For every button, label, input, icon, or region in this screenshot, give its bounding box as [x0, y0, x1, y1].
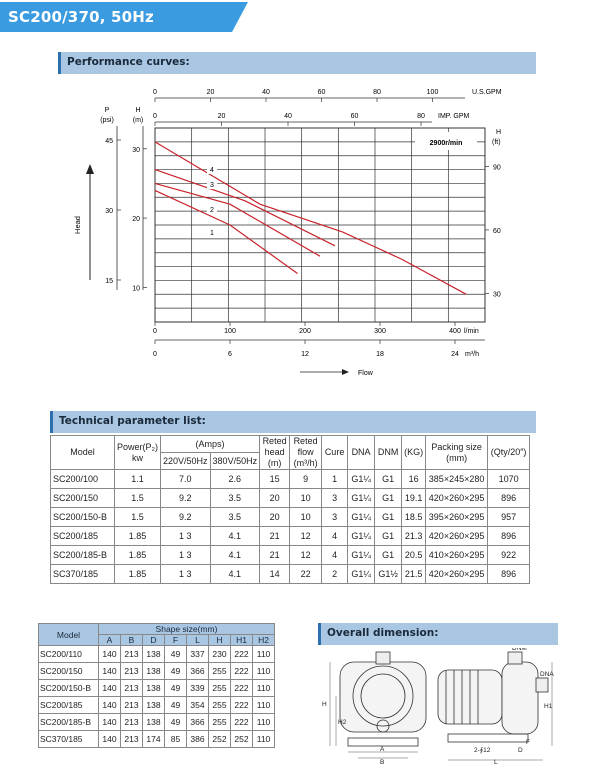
shape-table-cell: SC200/185-B: [39, 714, 99, 731]
lmin-tick-label: 300: [374, 328, 386, 335]
side-view: [438, 652, 548, 742]
shape-table-cell: 255: [209, 714, 231, 731]
p-tick-label: 45: [105, 138, 113, 145]
curve-label: 4: [210, 167, 214, 174]
page-title: SC200/370, 50Hz: [8, 8, 154, 26]
tech-table-cell: G1¼: [348, 508, 375, 527]
shape-table-cell: 110: [253, 680, 275, 697]
shape-table-cell: 140: [99, 663, 121, 680]
shape-col-f: F: [165, 635, 187, 646]
tech-table-row: [51, 546, 530, 565]
tech-table-cell: 12: [290, 546, 322, 565]
pump-curve-4: [155, 142, 466, 294]
shape-table-cell: 366: [187, 714, 209, 731]
lmin-unit: l/min: [464, 328, 479, 335]
dim-label-h2: H2: [338, 719, 347, 726]
shape-table-row: [39, 697, 275, 714]
curve-label: 2: [210, 207, 214, 214]
dim-label-d: D: [518, 747, 523, 754]
tech-table-cell: 896: [488, 527, 530, 546]
shape-table-cell: 85: [165, 731, 187, 748]
h-axis-unit: (m): [132, 117, 144, 124]
head-label: Head: [73, 216, 82, 234]
technical-parameter-table: [50, 435, 530, 584]
shape-col-b: B: [121, 635, 143, 646]
col-amps-220: 220V/50Hz: [161, 453, 211, 470]
ft-tick-label: 60: [493, 227, 501, 235]
dim-label-a: A: [380, 746, 385, 753]
tech-table-cell: 1: [322, 470, 348, 489]
tech-table-cell: 896: [488, 565, 530, 584]
flow-label: Flow: [358, 370, 373, 377]
tech-table-cell: 7.0: [161, 470, 211, 489]
shape-col-h: H: [209, 635, 231, 646]
impgpm-unit: IMP. GPM: [438, 113, 470, 120]
shape-table-cell: 366: [187, 663, 209, 680]
tech-table-row: [51, 565, 530, 584]
tech-table-cell: 1.5: [115, 508, 161, 527]
shape-table-cell: 222: [231, 680, 253, 697]
shape-table-cell: 213: [121, 731, 143, 748]
dim-label-h: H: [322, 701, 327, 708]
shape-table-cell: 337: [187, 646, 209, 663]
pump-curve-2: [155, 183, 320, 256]
usgpm-tick-label: 100: [426, 89, 439, 96]
shape-table-cell: 174: [143, 731, 165, 748]
shape-table-cell: 49: [165, 697, 187, 714]
shape-table-row: [39, 663, 275, 680]
tech-table-cell: SC200/100: [51, 470, 115, 489]
h-axis-label: H: [135, 107, 141, 114]
tech-table-cell: SC200/150-B: [51, 508, 115, 527]
tech-table-cell: 1 3: [161, 527, 211, 546]
speed-label: 2900r/min: [429, 140, 463, 147]
dim-label-f: F: [526, 739, 530, 746]
shape-table-cell: 110: [253, 646, 275, 663]
tech-table-row: [51, 508, 530, 527]
shape-table-cell: 49: [165, 714, 187, 731]
shape-col-l: L: [187, 635, 209, 646]
impgpm-tick-label: 20: [217, 113, 226, 120]
p-tick-label: 30: [105, 208, 113, 215]
lmin-tick-label: 200: [299, 328, 311, 335]
shape-table-row: [39, 680, 275, 697]
title-banner: [0, 2, 248, 32]
shape-table-cell: SC200/185: [39, 697, 99, 714]
m3h-tick-label: 0: [153, 351, 157, 358]
tech-table-cell: 21.5: [402, 565, 426, 584]
shape-table-cell: 386: [187, 731, 209, 748]
shape-table-cell: 222: [231, 697, 253, 714]
tech-table-cell: G1: [375, 470, 402, 489]
usgpm-tick-label: 20: [206, 89, 215, 96]
shape-table-row: [39, 714, 275, 731]
tech-table-cell: 1 3: [161, 565, 211, 584]
shape-table-cell: 230: [209, 646, 231, 663]
shape-table-cell: 138: [143, 680, 165, 697]
col-cure: Cure: [322, 436, 348, 470]
p-axis-label: P: [104, 107, 110, 114]
shape-table-cell: 110: [253, 714, 275, 731]
usgpm-unit: U.S.GPM: [472, 89, 502, 96]
tech-table-cell: G1: [375, 508, 402, 527]
technical-section-header: [50, 411, 536, 433]
tech-table-cell: 21: [260, 527, 290, 546]
tech-table-cell: 1.1: [115, 470, 161, 489]
dimension-drawing: [318, 648, 558, 764]
tech-table-cell: 957: [488, 508, 530, 527]
tech-table-cell: 9.2: [161, 508, 211, 527]
shape-table-cell: 255: [209, 663, 231, 680]
tech-table-cell: 4.1: [210, 565, 260, 584]
tech-table-cell: 3: [322, 489, 348, 508]
dim-label-b: B: [380, 759, 385, 764]
shape-col-a: A: [99, 635, 121, 646]
shape-table-cell: 213: [121, 680, 143, 697]
ft-tick-label: 90: [493, 164, 501, 172]
tech-table-cell: G1¼: [348, 546, 375, 565]
tech-table-cell: 20: [260, 489, 290, 508]
tech-table-cell: 9: [290, 470, 322, 489]
tech-table-cell: 10: [290, 489, 322, 508]
col-dna: DNA: [348, 436, 375, 470]
shape-table-cell: 110: [253, 731, 275, 748]
shape-table-cell: 138: [143, 663, 165, 680]
shape-table-cell: SC200/150-B: [39, 680, 99, 697]
shape-table-cell: 354: [187, 697, 209, 714]
shape-col-h2: H2: [253, 635, 275, 646]
shape-table-cell: 138: [143, 697, 165, 714]
overall-section-header: [318, 623, 558, 645]
overall-section-title: Overall dimension:: [327, 627, 439, 639]
shape-table-cell: 110: [253, 697, 275, 714]
tech-table-cell: 3: [322, 508, 348, 527]
shape-table-cell: SC200/150: [39, 663, 99, 680]
shape-table-cell: 49: [165, 646, 187, 663]
tech-table-cell: 1 3: [161, 546, 211, 565]
tech-table-cell: G1: [375, 489, 402, 508]
impgpm-tick-label: 40: [284, 113, 292, 120]
tech-table-cell: 4: [322, 546, 348, 565]
tech-table-cell: 16: [402, 470, 426, 489]
shape-size-table: [38, 623, 275, 748]
col-model: Model: [51, 436, 115, 470]
m3h-unit: m³/h: [465, 351, 479, 358]
tech-table-cell: 896: [488, 489, 530, 508]
tech-table-cell: 1.85: [115, 527, 161, 546]
right-axis-label: H: [496, 129, 502, 136]
shape-table-cell: 49: [165, 680, 187, 697]
tech-table-cell: 19.1: [402, 489, 426, 508]
tech-table-cell: 4.1: [210, 546, 260, 565]
tech-table-cell: 1.85: [115, 565, 161, 584]
tech-table-cell: 20: [260, 508, 290, 527]
tech-table-cell: 14: [260, 565, 290, 584]
tech-table-row: [51, 470, 530, 489]
tech-table-cell: 10: [290, 508, 322, 527]
tech-table-cell: 18.5: [402, 508, 426, 527]
m3h-tick-label: 6: [228, 351, 232, 358]
p-axis-unit: (psi): [100, 117, 114, 124]
tech-table-cell: 3.5: [210, 489, 260, 508]
usgpm-tick-label: 60: [317, 89, 326, 96]
tech-table-cell: 1.85: [115, 546, 161, 565]
tech-table-cell: 385×245×280: [426, 470, 488, 489]
performance-chart: [60, 80, 560, 400]
h-tick-label: 30: [132, 146, 140, 154]
tech-table-cell: G1¼: [348, 527, 375, 546]
shape-table-cell: 339: [187, 680, 209, 697]
tech-table-cell: SC200/150: [51, 489, 115, 508]
shape-table-cell: 140: [99, 680, 121, 697]
p-tick-label: 15: [105, 278, 113, 285]
shape-table-cell: 222: [231, 646, 253, 663]
performance-section-header: [58, 52, 536, 74]
dim-label-dnm: DNM: [512, 648, 527, 652]
shape-table-row: [39, 731, 275, 748]
dim-label-l: L: [494, 759, 498, 764]
dim-label-dna: DNA: [540, 671, 554, 678]
shape-table-cell: 140: [99, 697, 121, 714]
tech-table-cell: 420×260×295: [426, 527, 488, 546]
shape-table-cell: 213: [121, 697, 143, 714]
tech-table-cell: 1.5: [115, 489, 161, 508]
col-amps: (Amps): [161, 436, 260, 453]
shape-table-cell: 255: [209, 697, 231, 714]
col-power: Power(P₂) kw: [115, 436, 161, 470]
tech-table-cell: 15: [260, 470, 290, 489]
col-dnm: DNM: [375, 436, 402, 470]
shape-table-cell: 49: [165, 663, 187, 680]
m3h-tick-label: 12: [301, 351, 309, 358]
shape-table-cell: 138: [143, 646, 165, 663]
shape-col-d: D: [143, 635, 165, 646]
m3h-tick-label: 24: [451, 351, 459, 358]
impgpm-tick-label: 0: [153, 113, 157, 120]
tech-table-cell: 22: [290, 565, 322, 584]
shape-table-cell: 140: [99, 731, 121, 748]
shape-table-cell: 213: [121, 646, 143, 663]
shape-table-cell: 255: [209, 680, 231, 697]
shape-table-cell: 140: [99, 646, 121, 663]
tech-table-cell: SC200/185-B: [51, 546, 115, 565]
tech-table-cell: 12: [290, 527, 322, 546]
head-arrow-head: [86, 164, 94, 174]
shape-table-cell: 252: [209, 731, 231, 748]
usgpm-tick-label: 0: [153, 89, 157, 96]
col-packing: Packing size (mm): [426, 436, 488, 470]
h-tick-label: 10: [132, 285, 140, 293]
shape-table-cell: 222: [231, 663, 253, 680]
lmin-tick-label: 100: [224, 328, 236, 335]
tech-table-cell: 395×260×295: [426, 508, 488, 527]
m3h-tick-label: 18: [376, 351, 384, 358]
shape-table-cell: 213: [121, 663, 143, 680]
tech-table-cell: 21.3: [402, 527, 426, 546]
tech-table-cell: 420×260×295: [426, 565, 488, 584]
shape-table-cell: SC370/185: [39, 731, 99, 748]
ft-tick-label: 30: [493, 291, 501, 299]
tech-table-cell: 20.5: [402, 546, 426, 565]
tech-table-cell: G1¼: [348, 470, 375, 489]
col-kg: (KG): [402, 436, 426, 470]
tech-table-cell: G1: [375, 527, 402, 546]
tech-table-cell: 21: [260, 546, 290, 565]
tech-table-cell: 922: [488, 546, 530, 565]
performance-section-title: Performance curves:: [67, 56, 190, 68]
tech-table-cell: G1½: [375, 565, 402, 584]
impgpm-tick-label: 80: [417, 113, 425, 120]
impgpm-tick-label: 60: [350, 113, 359, 120]
tech-table-cell: SC370/185: [51, 565, 115, 584]
performance-chart-svg: [60, 80, 560, 400]
flow-arrow-head: [342, 369, 349, 375]
col-flow: Reted flow (m³/h): [290, 436, 322, 470]
shape-table-cell: 140: [99, 714, 121, 731]
col-head: Reted head (m): [260, 436, 290, 470]
pump-curve-3: [155, 170, 335, 246]
curve-label: 1: [210, 230, 214, 237]
tech-table-cell: 4.1: [210, 527, 260, 546]
technical-section-title: Technical parameter list:: [59, 415, 206, 427]
dim-label-holes: 2-∮12: [474, 747, 491, 754]
col-amps-380: 380V/50Hz: [210, 453, 260, 470]
shape-table-cell: 138: [143, 714, 165, 731]
front-view: [340, 652, 426, 746]
col-qty: (Qty/20″): [488, 436, 530, 470]
shape-table-cell: SC200/110: [39, 646, 99, 663]
tech-table-cell: 1070: [488, 470, 530, 489]
usgpm-tick-label: 40: [262, 89, 270, 96]
tech-table-cell: 2: [322, 565, 348, 584]
tech-table-row: [51, 489, 530, 508]
tech-table-cell: SC200/185: [51, 527, 115, 546]
tech-table-cell: G1¼: [348, 489, 375, 508]
shape-table-cell: 252: [231, 731, 253, 748]
tech-table-cell: 2.6: [210, 470, 260, 489]
tech-table-cell: 410×260×295: [426, 546, 488, 565]
tech-table-cell: G1: [375, 546, 402, 565]
shape-table-cell: 213: [121, 714, 143, 731]
tech-table-cell: 4: [322, 527, 348, 546]
right-axis-unit: (ft): [492, 139, 501, 146]
shape-col-group: Shape size(mm): [99, 624, 275, 635]
tech-table-cell: 9.2: [161, 489, 211, 508]
lmin-tick-label: 400: [449, 328, 461, 335]
tech-table-cell: G1¼: [348, 565, 375, 584]
usgpm-tick-label: 80: [373, 89, 381, 96]
shape-col-h1: H1: [231, 635, 253, 646]
curve-label: 3: [210, 182, 214, 189]
shape-table-cell: 222: [231, 714, 253, 731]
dim-label-h1: H1: [544, 703, 553, 710]
tech-table-cell: 420×260×295: [426, 489, 488, 508]
tech-table-row: [51, 527, 530, 546]
shape-table-row: [39, 646, 275, 663]
h-tick-label: 20: [132, 216, 140, 224]
shape-table-cell: 110: [253, 663, 275, 680]
shape-col-model: Model: [39, 624, 99, 646]
tech-table-cell: 3.5: [210, 508, 260, 527]
lmin-tick-label: 0: [153, 328, 157, 335]
pump-drawing-svg: [318, 648, 558, 764]
